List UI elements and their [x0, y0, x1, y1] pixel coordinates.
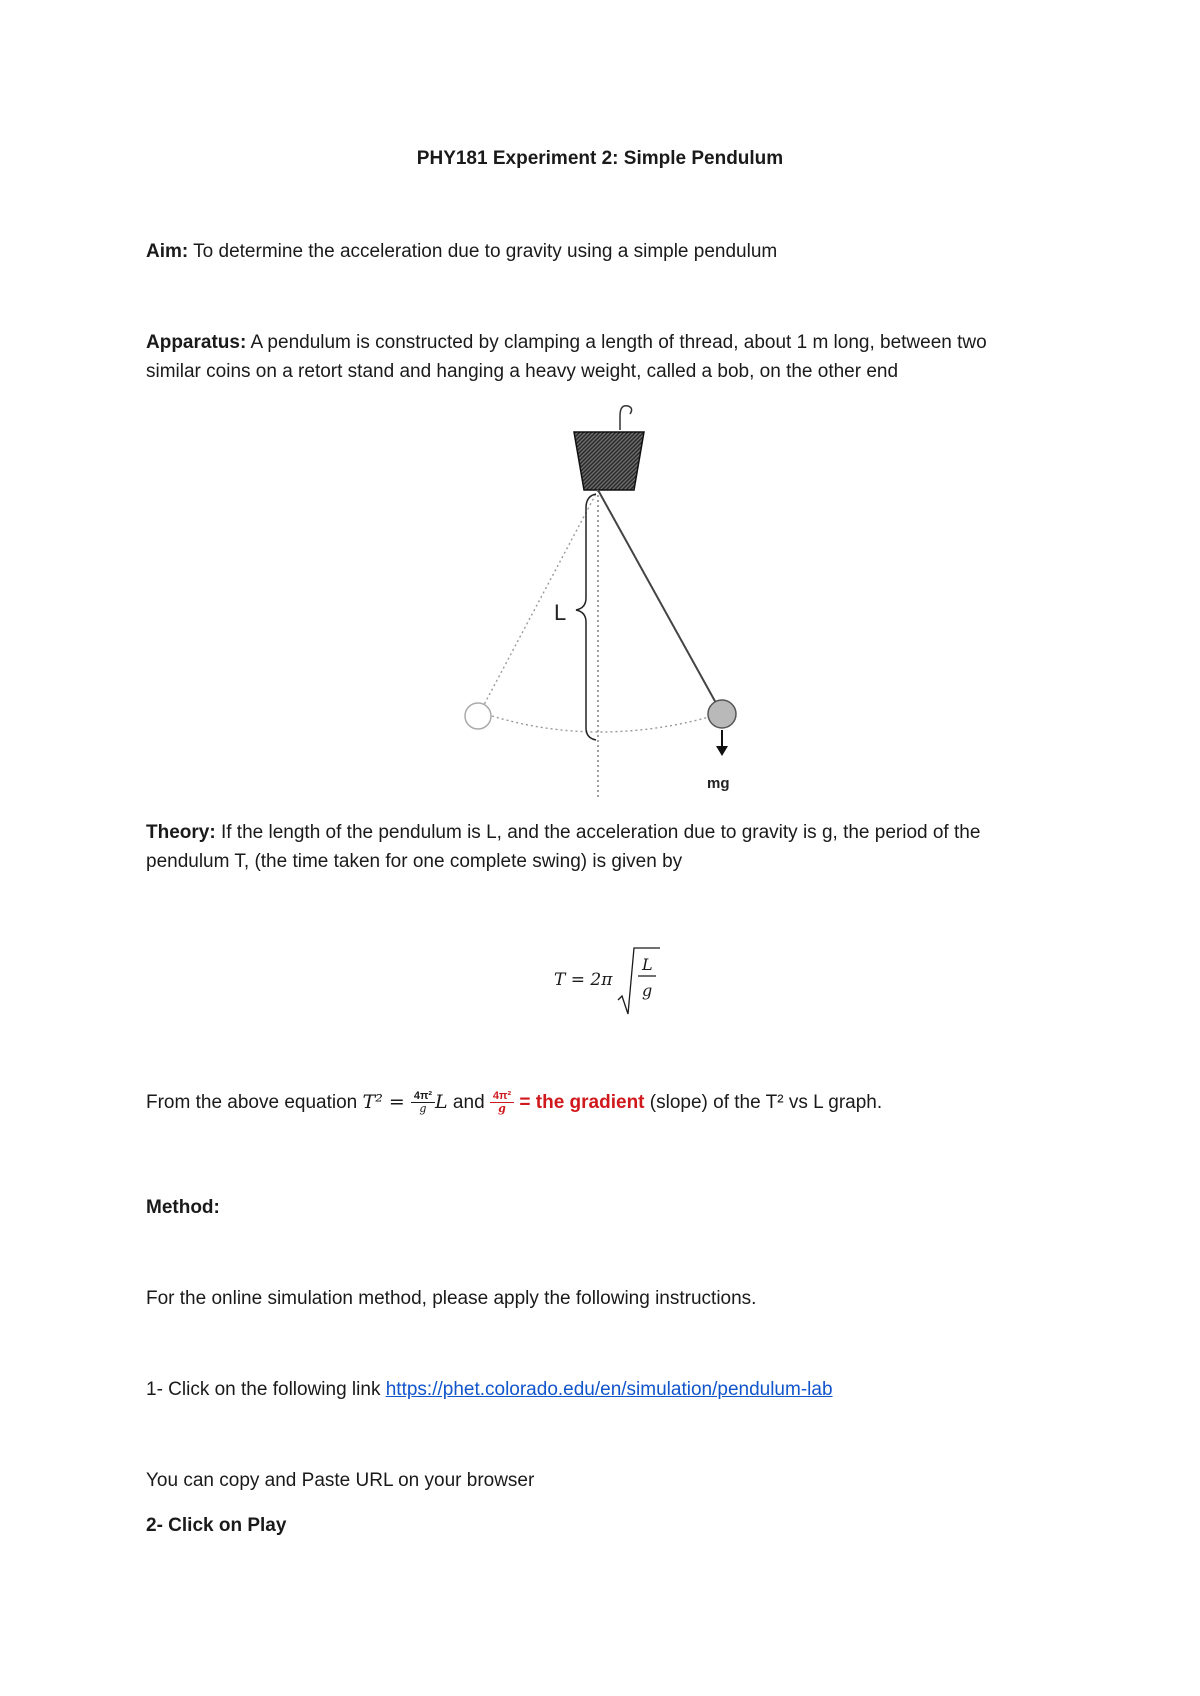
frac-denominator: g	[419, 1102, 427, 1116]
gradient-highlight: = the gradient	[514, 1092, 645, 1113]
red-fraction	[490, 1090, 514, 1115]
and-word: and	[447, 1092, 490, 1113]
phet-link[interactable]: https://phet.colorado.edu/en/simulation/pendulum-lab	[385, 1379, 833, 1400]
clamp-block	[574, 432, 644, 490]
method-heading	[146, 1196, 220, 1220]
red-frac-denominator: g	[498, 1102, 506, 1116]
gradient-prefix: From the above equation	[146, 1092, 363, 1113]
formula-numerator: L	[642, 955, 653, 974]
method-label: Method:	[146, 1197, 220, 1218]
swing-arc	[492, 716, 713, 732]
step-1	[146, 1378, 833, 1402]
theory-label: Theory:	[146, 822, 216, 843]
apparatus-line-2: similar coins on a retort stand and hanging a heavy weight, called a bob, on the other end	[146, 361, 899, 382]
method-intro: For the online simulation method, please apply the following instructions.	[146, 1288, 757, 1309]
period-formula	[548, 940, 668, 1020]
length-brace	[576, 494, 596, 740]
aim-paragraph	[146, 240, 777, 264]
formula-lhs: T = 2π	[554, 970, 613, 990]
rest-string-line	[478, 490, 598, 716]
four-pi-squared-over-g	[411, 1090, 435, 1115]
pendulum-string	[598, 490, 716, 703]
t-squared-term: T² =	[362, 1091, 411, 1113]
pendulum-diagram	[458, 398, 758, 803]
step-2: 2- Click on Play	[146, 1515, 287, 1536]
radical-sign	[618, 948, 660, 1014]
aim-label: Aim:	[146, 241, 189, 262]
apparatus-text-1: A pendulum is constructed by clamping a length of thread, about 1 m long, between two	[246, 332, 987, 353]
apparatus-label: Apparatus:	[146, 332, 247, 353]
pendulum-bob	[708, 700, 736, 728]
theory-line-2: pendulum T, (the time taken for one complete swing) is given by	[146, 851, 683, 872]
weight-label: mg	[707, 775, 730, 792]
l-term: L	[435, 1091, 448, 1113]
frac-numerator: 4π²	[411, 1090, 435, 1103]
copy-url-note: You can copy and Paste URL on your browser	[146, 1470, 535, 1491]
gradient-statement	[146, 1090, 882, 1115]
formula-denominator: g	[642, 981, 653, 1000]
hook-wire	[620, 406, 632, 430]
step-1-text: 1- Click on the following link	[146, 1379, 386, 1400]
weight-arrow-head	[716, 746, 728, 756]
theory-line-1	[146, 821, 980, 845]
length-label: L	[554, 600, 567, 625]
ghost-bob	[465, 703, 491, 729]
aim-text: To determine the acceleration due to gravity using a simple pendulum	[188, 241, 778, 262]
page-title: PHY181 Experiment 2: Simple Pendulum	[416, 148, 784, 169]
gradient-suffix: (slope) of the T² vs L graph.	[644, 1092, 883, 1113]
red-frac-numerator: 4π²	[490, 1090, 514, 1103]
theory-text-1: If the length of the pendulum is L, and the acceleration due to gravity is g, the period of the	[215, 822, 981, 843]
apparatus-line-1	[146, 331, 987, 355]
